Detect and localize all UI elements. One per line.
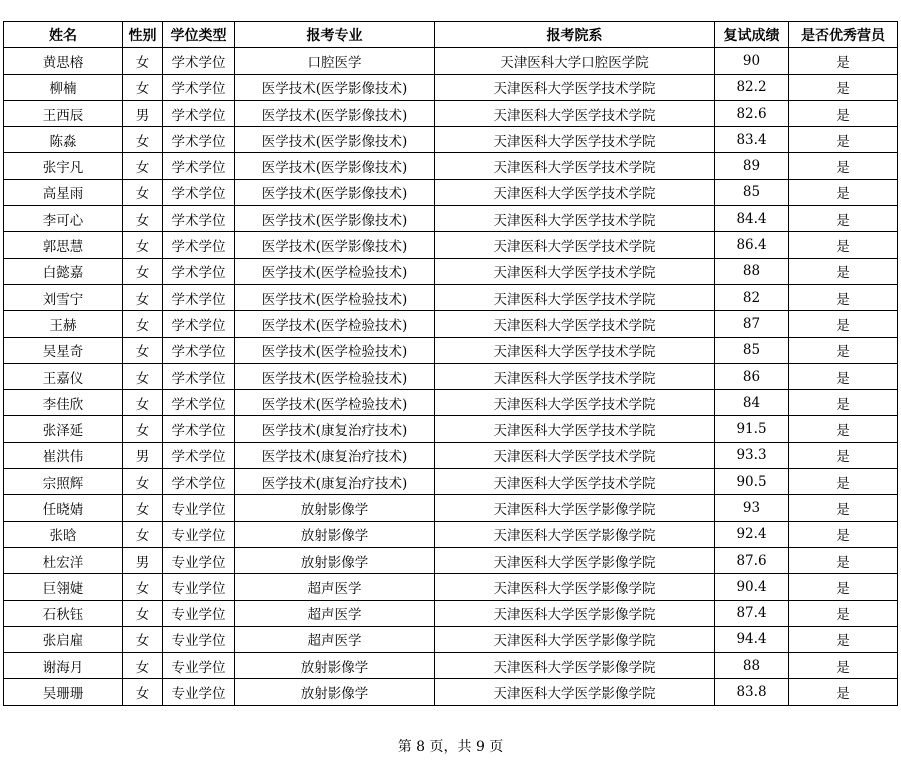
table-row bbox=[4, 574, 898, 600]
cell-major: 医学技术(医学影像技术) bbox=[235, 74, 435, 100]
cell-score: 87 bbox=[715, 311, 789, 337]
cell-gender: 女 bbox=[123, 258, 163, 284]
cell-major: 放射影像学 bbox=[235, 547, 435, 573]
cell-score: 86 bbox=[715, 363, 789, 389]
cell-gender: 女 bbox=[123, 179, 163, 205]
cell-name: 黄思榕 bbox=[4, 48, 123, 74]
cell-score: 87.4 bbox=[715, 600, 789, 626]
cell-degree-type: 学术学位 bbox=[163, 363, 235, 389]
cell-outstanding: 是 bbox=[789, 337, 898, 363]
cell-department: 天津医科大学医学影像学院 bbox=[435, 547, 715, 573]
cell-gender: 男 bbox=[123, 442, 163, 468]
cell-outstanding: 是 bbox=[789, 100, 898, 126]
cell-major: 医学技术(医学影像技术) bbox=[235, 127, 435, 153]
table-row bbox=[4, 337, 898, 363]
table-row bbox=[4, 653, 898, 679]
cell-gender: 女 bbox=[123, 363, 163, 389]
cell-major: 医学技术(医学影像技术) bbox=[235, 206, 435, 232]
cell-major: 医学技术(医学影像技术) bbox=[235, 232, 435, 258]
cell-major: 超声医学 bbox=[235, 574, 435, 600]
cell-gender: 女 bbox=[123, 337, 163, 363]
cell-name: 王西辰 bbox=[4, 100, 123, 126]
cell-gender: 女 bbox=[123, 311, 163, 337]
cell-score: 88 bbox=[715, 653, 789, 679]
cell-department: 天津医科大学医学技术学院 bbox=[435, 337, 715, 363]
cell-major: 超声医学 bbox=[235, 626, 435, 652]
cell-outstanding: 是 bbox=[789, 547, 898, 573]
cell-score: 88 bbox=[715, 258, 789, 284]
cell-score: 91.5 bbox=[715, 416, 789, 442]
table-row bbox=[4, 469, 898, 495]
cell-major: 医学技术(医学影像技术) bbox=[235, 100, 435, 126]
cell-department: 天津医科大学医学技术学院 bbox=[435, 179, 715, 205]
page-number: 第 8 页，共 9 页 bbox=[397, 739, 504, 755]
cell-gender: 女 bbox=[123, 600, 163, 626]
cell-name: 崔洪伟 bbox=[4, 442, 123, 468]
cell-name: 王嘉仪 bbox=[4, 363, 123, 389]
cell-department: 天津医科大学医学技术学院 bbox=[435, 442, 715, 468]
table-row bbox=[4, 679, 898, 705]
cell-score: 85 bbox=[715, 337, 789, 363]
table-row bbox=[4, 48, 898, 74]
cell-gender: 女 bbox=[123, 74, 163, 100]
cell-department: 天津医科大学医学影像学院 bbox=[435, 600, 715, 626]
cell-degree-type: 学术学位 bbox=[163, 337, 235, 363]
table-row bbox=[4, 258, 898, 284]
cell-name: 郭思慧 bbox=[4, 232, 123, 258]
cell-score: 83.8 bbox=[715, 679, 789, 705]
table-header-row bbox=[4, 22, 898, 48]
cell-gender: 女 bbox=[123, 653, 163, 679]
cell-department: 天津医科大学医学技术学院 bbox=[435, 258, 715, 284]
cell-degree-type: 学术学位 bbox=[163, 416, 235, 442]
cell-outstanding: 是 bbox=[789, 179, 898, 205]
cell-gender: 女 bbox=[123, 521, 163, 547]
cell-department: 天津医科大学医学影像学院 bbox=[435, 626, 715, 652]
table-row bbox=[4, 311, 898, 337]
cell-outstanding: 是 bbox=[789, 574, 898, 600]
cell-outstanding: 是 bbox=[789, 390, 898, 416]
cell-degree-type: 专业学位 bbox=[163, 679, 235, 705]
cell-score: 92.4 bbox=[715, 521, 789, 547]
cell-outstanding: 是 bbox=[789, 127, 898, 153]
cell-degree-type: 学术学位 bbox=[163, 232, 235, 258]
cell-name: 张启雇 bbox=[4, 626, 123, 652]
cell-name: 李佳欣 bbox=[4, 390, 123, 416]
cell-department: 天津医科大学医学技术学院 bbox=[435, 469, 715, 495]
cell-degree-type: 学术学位 bbox=[163, 258, 235, 284]
header-gender: 性别 bbox=[123, 22, 163, 48]
cell-department: 天津医科大学医学技术学院 bbox=[435, 153, 715, 179]
table-row bbox=[4, 442, 898, 468]
cell-major: 医学技术(医学检验技术) bbox=[235, 284, 435, 310]
cell-outstanding: 是 bbox=[789, 258, 898, 284]
cell-score: 82.6 bbox=[715, 100, 789, 126]
cell-degree-type: 学术学位 bbox=[163, 153, 235, 179]
cell-department: 天津医科大学医学影像学院 bbox=[435, 521, 715, 547]
cell-outstanding: 是 bbox=[789, 363, 898, 389]
header-outstanding: 是否优秀营员 bbox=[789, 22, 898, 48]
cell-score: 86.4 bbox=[715, 232, 789, 258]
table-row bbox=[4, 390, 898, 416]
cell-degree-type: 专业学位 bbox=[163, 521, 235, 547]
cell-department: 天津医科大学医学影像学院 bbox=[435, 679, 715, 705]
cell-outstanding: 是 bbox=[789, 600, 898, 626]
cell-department: 天津医科大学医学技术学院 bbox=[435, 100, 715, 126]
cell-outstanding: 是 bbox=[789, 679, 898, 705]
cell-degree-type: 专业学位 bbox=[163, 495, 235, 521]
cell-score: 84 bbox=[715, 390, 789, 416]
cell-degree-type: 学术学位 bbox=[163, 284, 235, 310]
cell-name: 谢海月 bbox=[4, 653, 123, 679]
cell-department: 天津医科大学医学技术学院 bbox=[435, 363, 715, 389]
cell-name: 宗照辉 bbox=[4, 469, 123, 495]
cell-degree-type: 专业学位 bbox=[163, 547, 235, 573]
cell-major: 放射影像学 bbox=[235, 679, 435, 705]
cell-name: 陈淼 bbox=[4, 127, 123, 153]
table-row bbox=[4, 547, 898, 573]
cell-score: 90 bbox=[715, 48, 789, 74]
cell-major: 医学技术(康复治疗技术) bbox=[235, 469, 435, 495]
cell-name: 任晓婧 bbox=[4, 495, 123, 521]
header-degree-type: 学位类型 bbox=[163, 22, 235, 48]
header-score: 复试成绩 bbox=[715, 22, 789, 48]
table-row bbox=[4, 495, 898, 521]
cell-department: 天津医科大学医学技术学院 bbox=[435, 206, 715, 232]
cell-outstanding: 是 bbox=[789, 311, 898, 337]
cell-name: 刘雪宁 bbox=[4, 284, 123, 310]
cell-department: 天津医科大学医学技术学院 bbox=[435, 416, 715, 442]
table-row bbox=[4, 179, 898, 205]
cell-degree-type: 学术学位 bbox=[163, 100, 235, 126]
cell-degree-type: 专业学位 bbox=[163, 653, 235, 679]
cell-outstanding: 是 bbox=[789, 469, 898, 495]
table-row bbox=[4, 600, 898, 626]
cell-outstanding: 是 bbox=[789, 495, 898, 521]
table-row bbox=[4, 284, 898, 310]
cell-department: 天津医科大学医学影像学院 bbox=[435, 495, 715, 521]
cell-score: 93 bbox=[715, 495, 789, 521]
cell-outstanding: 是 bbox=[789, 232, 898, 258]
cell-gender: 男 bbox=[123, 547, 163, 573]
cell-gender: 女 bbox=[123, 495, 163, 521]
cell-score: 94.4 bbox=[715, 626, 789, 652]
table-row bbox=[4, 127, 898, 153]
table-row bbox=[4, 521, 898, 547]
cell-name: 吴珊珊 bbox=[4, 679, 123, 705]
cell-department: 天津医科大学医学技术学院 bbox=[435, 74, 715, 100]
cell-outstanding: 是 bbox=[789, 653, 898, 679]
cell-department: 天津医科大学医学技术学院 bbox=[435, 390, 715, 416]
cell-name: 石秋钰 bbox=[4, 600, 123, 626]
cell-score: 82 bbox=[715, 284, 789, 310]
cell-gender: 女 bbox=[123, 153, 163, 179]
table-body bbox=[4, 48, 898, 705]
cell-gender: 男 bbox=[123, 100, 163, 126]
cell-major: 医学技术(医学检验技术) bbox=[235, 390, 435, 416]
cell-outstanding: 是 bbox=[789, 521, 898, 547]
cell-department: 天津医科大学口腔医学院 bbox=[435, 48, 715, 74]
table-row bbox=[4, 626, 898, 652]
cell-gender: 女 bbox=[123, 390, 163, 416]
cell-degree-type: 学术学位 bbox=[163, 179, 235, 205]
cell-major: 放射影像学 bbox=[235, 653, 435, 679]
cell-major: 医学技术(医学检验技术) bbox=[235, 337, 435, 363]
cell-department: 天津医科大学医学影像学院 bbox=[435, 574, 715, 600]
cell-score: 90.4 bbox=[715, 574, 789, 600]
cell-major: 医学技术(医学影像技术) bbox=[235, 153, 435, 179]
table-row bbox=[4, 232, 898, 258]
table-row bbox=[4, 100, 898, 126]
cell-outstanding: 是 bbox=[789, 153, 898, 179]
cell-gender: 女 bbox=[123, 416, 163, 442]
cell-degree-type: 专业学位 bbox=[163, 626, 235, 652]
cell-gender: 女 bbox=[123, 232, 163, 258]
cell-degree-type: 专业学位 bbox=[163, 600, 235, 626]
cell-gender: 女 bbox=[123, 574, 163, 600]
cell-degree-type: 学术学位 bbox=[163, 48, 235, 74]
table-row bbox=[4, 74, 898, 100]
cell-major: 放射影像学 bbox=[235, 495, 435, 521]
cell-department: 天津医科大学医学技术学院 bbox=[435, 311, 715, 337]
cell-gender: 女 bbox=[123, 206, 163, 232]
cell-outstanding: 是 bbox=[789, 206, 898, 232]
cell-gender: 女 bbox=[123, 284, 163, 310]
cell-name: 柳楠 bbox=[4, 74, 123, 100]
cell-degree-type: 学术学位 bbox=[163, 469, 235, 495]
cell-department: 天津医科大学医学技术学院 bbox=[435, 127, 715, 153]
cell-score: 85 bbox=[715, 179, 789, 205]
cell-outstanding: 是 bbox=[789, 74, 898, 100]
cell-name: 李可心 bbox=[4, 206, 123, 232]
cell-degree-type: 学术学位 bbox=[163, 206, 235, 232]
cell-major: 医学技术(医学检验技术) bbox=[235, 363, 435, 389]
cell-outstanding: 是 bbox=[789, 48, 898, 74]
cell-major: 放射影像学 bbox=[235, 521, 435, 547]
cell-major: 医学技术(康复治疗技术) bbox=[235, 442, 435, 468]
cell-name: 张晗 bbox=[4, 521, 123, 547]
cell-major: 医学技术(医学检验技术) bbox=[235, 258, 435, 284]
cell-department: 天津医科大学医学技术学院 bbox=[435, 232, 715, 258]
cell-name: 张泽延 bbox=[4, 416, 123, 442]
header-major: 报考专业 bbox=[235, 22, 435, 48]
cell-major: 医学技术(康复治疗技术) bbox=[235, 416, 435, 442]
cell-score: 89 bbox=[715, 153, 789, 179]
candidates-table bbox=[3, 21, 898, 706]
cell-degree-type: 学术学位 bbox=[163, 311, 235, 337]
cell-degree-type: 学术学位 bbox=[163, 390, 235, 416]
cell-name: 高星雨 bbox=[4, 179, 123, 205]
cell-score: 84.4 bbox=[715, 206, 789, 232]
cell-outstanding: 是 bbox=[789, 284, 898, 310]
cell-score: 90.5 bbox=[715, 469, 789, 495]
cell-major: 医学技术(医学检验技术) bbox=[235, 311, 435, 337]
cell-gender: 女 bbox=[123, 679, 163, 705]
cell-score: 93.3 bbox=[715, 442, 789, 468]
cell-gender: 女 bbox=[123, 626, 163, 652]
cell-degree-type: 专业学位 bbox=[163, 574, 235, 600]
cell-outstanding: 是 bbox=[789, 416, 898, 442]
header-department: 报考院系 bbox=[435, 22, 715, 48]
cell-name: 张宇凡 bbox=[4, 153, 123, 179]
cell-outstanding: 是 bbox=[789, 626, 898, 652]
header-name: 姓名 bbox=[4, 22, 123, 48]
cell-gender: 女 bbox=[123, 127, 163, 153]
cell-name: 巨翎婕 bbox=[4, 574, 123, 600]
cell-degree-type: 学术学位 bbox=[163, 127, 235, 153]
cell-outstanding: 是 bbox=[789, 442, 898, 468]
cell-name: 王赫 bbox=[4, 311, 123, 337]
cell-name: 杜宏洋 bbox=[4, 547, 123, 573]
cell-major: 口腔医学 bbox=[235, 48, 435, 74]
cell-gender: 女 bbox=[123, 469, 163, 495]
table-row bbox=[4, 363, 898, 389]
table-row bbox=[4, 206, 898, 232]
cell-score: 87.6 bbox=[715, 547, 789, 573]
cell-name: 白懿嘉 bbox=[4, 258, 123, 284]
table-row bbox=[4, 416, 898, 442]
cell-major: 医学技术(医学影像技术) bbox=[235, 179, 435, 205]
cell-degree-type: 学术学位 bbox=[163, 74, 235, 100]
cell-gender: 女 bbox=[123, 48, 163, 74]
table-row bbox=[4, 153, 898, 179]
cell-department: 天津医科大学医学技术学院 bbox=[435, 284, 715, 310]
cell-name: 吴星奇 bbox=[4, 337, 123, 363]
cell-degree-type: 学术学位 bbox=[163, 442, 235, 468]
cell-score: 83.4 bbox=[715, 127, 789, 153]
cell-score: 82.2 bbox=[715, 74, 789, 100]
cell-major: 超声医学 bbox=[235, 600, 435, 626]
cell-department: 天津医科大学医学影像学院 bbox=[435, 653, 715, 679]
